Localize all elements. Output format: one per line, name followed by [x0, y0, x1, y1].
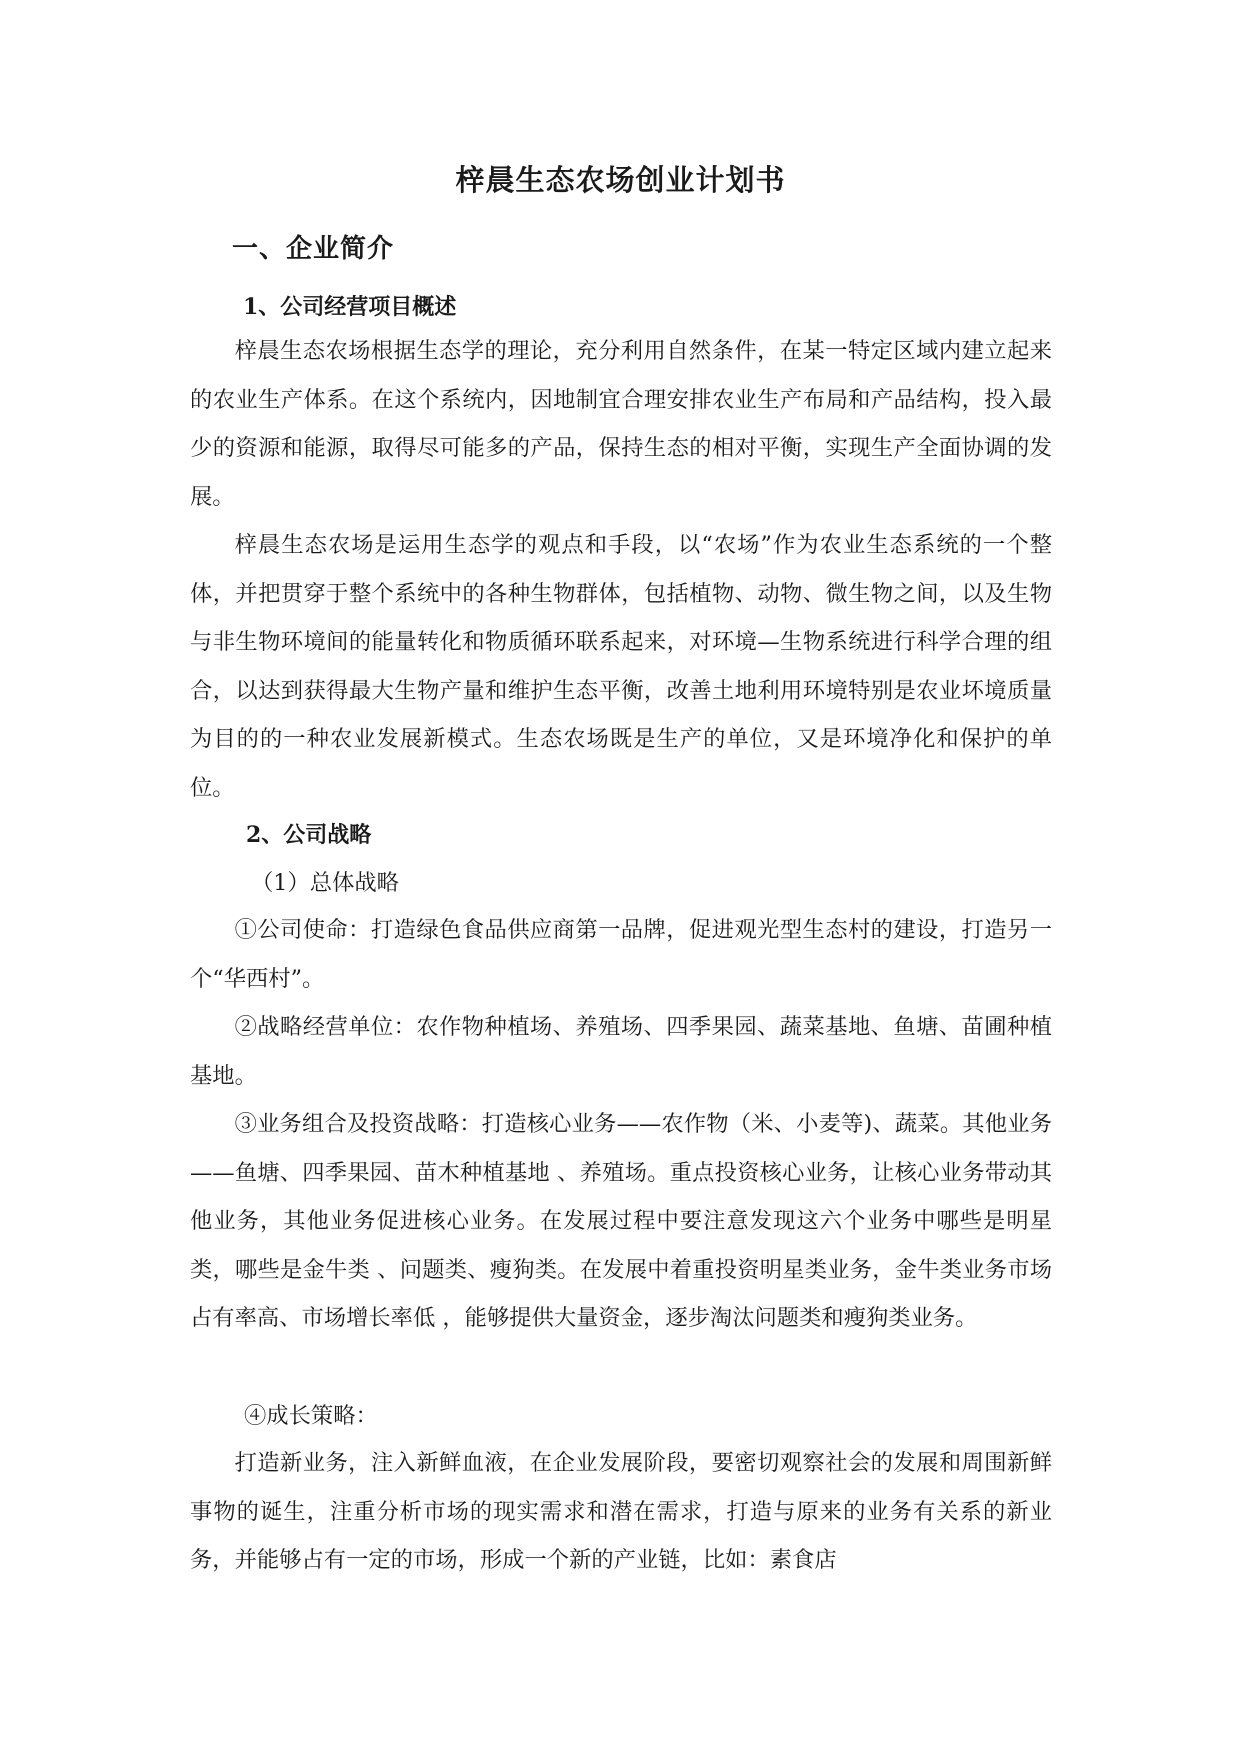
item-heading-overall-strategy: （1）总体战略	[251, 870, 399, 896]
paragraph-overview-1: 梓晨生态农场根据生态学的理论，充分利用自然条件，在某一特定区域内建立起来的农业生产体系。在这个系统内，因地制宜合理安排农业生产布局和产品结构，投入最少的资源和能源，取得尽可能多的产品，保持生态的相对平衡，实现生产全面协调的发展。	[190, 338, 1052, 510]
document-title: 梓晨生态农场创业计划书	[455, 163, 786, 197]
paragraph-mission: ①公司使命：打造绿色食品供应商第一品牌，促进观光型生态村的建设，打造另一个“华西村”。	[190, 917, 1052, 992]
paragraph-overview-2: 梓晨生态农场是运用生态学的观点和手段，以“农场”作为农业生态系统的一个整体，并把贯穿于整个系统中的各种生物群体，包括植物、动物、微生物之间，以及生物与非生物环境间的能量转化和物质循环联系起来，对环境—生物系统进行科学合理的组合，以达到获得最大生物产量和维护生态平衡，改善土地利用环境特别是农业坏境质量为目的的一种农业发展新模式。生态农场既是生产的单位，又是环境净化和保护的单位。	[190, 532, 1052, 801]
paragraph-portfolio-strategy: ③业务组合及投资战略：打造核心业务——农作物（米、小麦等)、蔬菜。其他业务——鱼塘、四季果园、苗木种植基地 、养殖场。重点投资核心业务，让核心业务带动其他业务，其他业务促进核心业务。在发展过程中要注意发现这六个业务中哪些是明星类，哪些是金牛类 、问题类、瘦狗类。在发展中着重投资明星类业务，金牛类业务市场占有率高、市场增长率低 ，能够提供大量资金，逐步淘汰问题类和瘦狗类业务。	[190, 1111, 1052, 1331]
section-heading-company-intro: 一、企业简介	[232, 234, 395, 264]
subsection-heading-business-overview: 1、公司经营项目概述	[243, 294, 457, 320]
item-heading-growth-strategy: ④成长策略：	[244, 1403, 378, 1429]
subsection-heading-company-strategy: 2、公司战略	[246, 822, 372, 848]
paragraph-growth-strategy: 打造新业务，注入新鲜血液，在企业发展阶段，要密切观察社会的发展和周围新鲜事物的诞生，注重分析市场的现实需求和潜在需求，打造与原来的业务有关系的新业务，并能够占有一定的市场，形成一个新的产业链，比如：素食店	[190, 1450, 1052, 1573]
paragraph-business-units: ②战略经营单位：农作物种植场、养殖场、四季果园、蔬菜基地、鱼塘、苗圃种植基地。	[190, 1014, 1052, 1089]
